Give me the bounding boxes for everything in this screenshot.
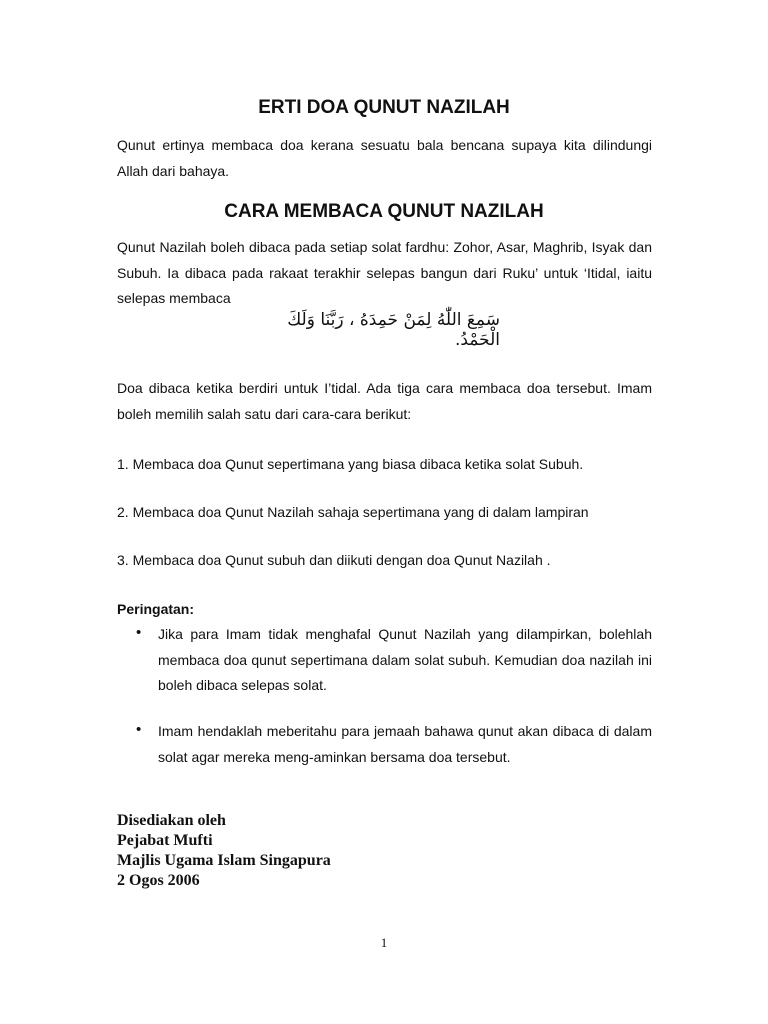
way-item-3: 3. Membaca doa Qunut subuh dan diikuti dengan doa Qunut Nazilah . [117,552,551,568]
method-paragraph: Qunut Nazilah boleh dibaca pada setiap solat fardhu: Zohor, Asar, Maghrib, Isyak dan Subuh. Ia dibaca pada rakaat terakhir selepas bangun dari Ruku’ untuk ‘Itidal, iaitu selepas membaca [117,239,652,306]
arabic-recitation: سَمِعَ اللّٰهُ لِمَنْ حَمِدَهُ ، رَبَّنَا وَلَكَ الْحَمْدُ. [287,310,500,350]
warning-item-2: Imam hendaklah meberitahu para jemaah bahawa qunut akan dibaca di dalam solat agar mereka meng-aminkan bersama doa tersebut. [158,723,652,765]
signature-office: Pejabat Mufti [117,832,213,849]
intro-paragraph: Qunut ertinya membaca doa kerana sesuatu bala bencana supaya kita dilindungi Allah dari bahaya. [117,137,652,179]
page-number: 1 [380,935,388,950]
ways-paragraph: Doa dibaca ketika berdiri untuk I’tidal. Ada tiga cara membaca doa tersebut. Imam boleh memilih salah satu dari cara-cara berikut: [117,380,652,422]
bullet-icon: • [136,624,142,641]
warning-title: Peringatan: [117,601,195,617]
section-title: CARA MEMBACA QUNUT NAZILAH [224,201,544,222]
signature-block [117,811,331,891]
bullet-icon: • [136,721,142,738]
page-title: ERTI DOA QUNUT NAZILAH [258,97,510,118]
signature-date: 2 Ogos 2006 [117,872,200,889]
signature-prepared-by: Disediakan oleh [117,812,226,829]
way-item-1: 1. Membaca doa Qunut sepertimana yang biasa dibaca ketika solat Subuh. [117,456,584,472]
signature-organization: Majlis Ugama Islam Singapura [117,852,331,869]
warning-item-1: Jika para Imam tidak menghafal Qunut Nazilah yang dilampirkan, bolehlah membaca doa qunut sepertimana dalam solat subuh. Kemudian doa nazilah ini boleh dibaca selepas solat. [158,626,652,693]
way-item-2: 2. Membaca doa Qunut Nazilah sahaja sepertimana yang di dalam lampiran [117,504,589,520]
